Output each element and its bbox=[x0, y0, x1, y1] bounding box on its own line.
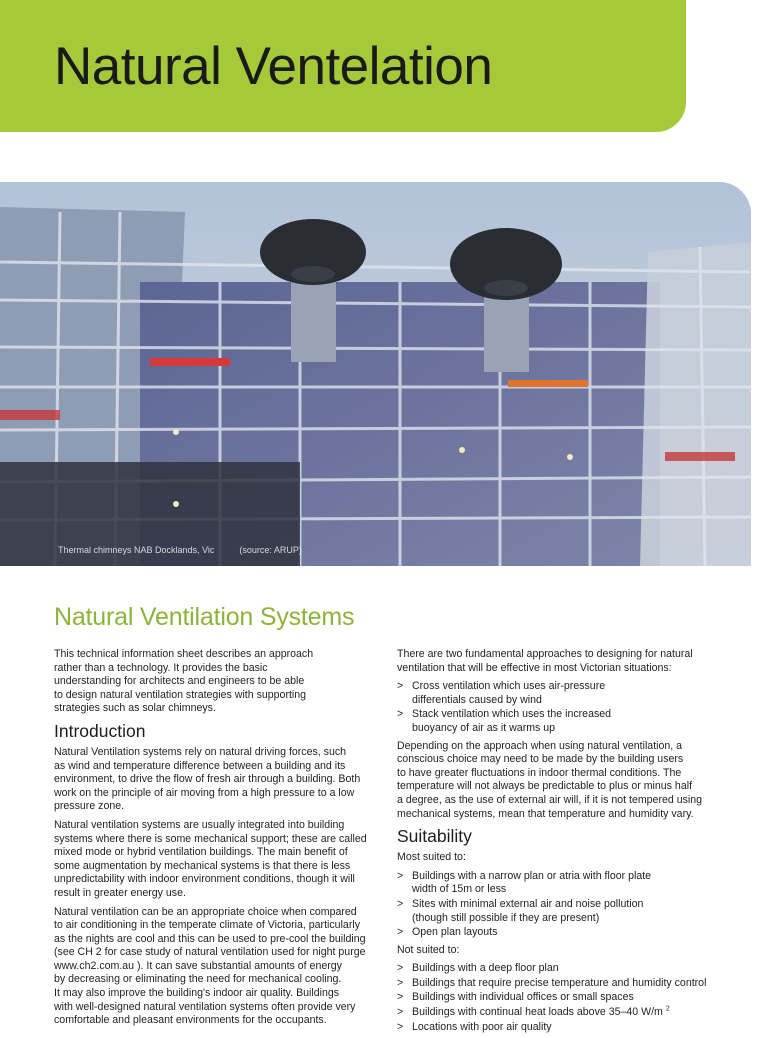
superscript: 2 bbox=[665, 1005, 670, 1013]
list-item bbox=[397, 680, 727, 707]
list-item bbox=[397, 708, 727, 735]
text-line: with well-designed natural ventilation systems often provide very bbox=[54, 1000, 356, 1013]
section-title: Natural Ventilation Systems bbox=[54, 603, 355, 631]
list-item-text: Locations with poor air quality bbox=[412, 1020, 552, 1033]
paragraph-thermal-conditions bbox=[397, 740, 727, 822]
list-item-text: Cross ventilation which uses air-pressure bbox=[412, 680, 606, 693]
text-line: to have greater fluctuations in indoor thermal conditions. The bbox=[397, 766, 682, 779]
bullet-marker: > bbox=[397, 1020, 404, 1033]
text-line: mixed mode or hybrid ventilation buildings. The main benefit of bbox=[54, 846, 348, 859]
text-line: temperature will not always be predictable to plus or minus half bbox=[397, 780, 693, 793]
text-line: environment, to drive the flow of fresh air through a building. Both bbox=[54, 773, 361, 786]
approaches-list bbox=[397, 680, 727, 735]
text-line: Natural Ventilation systems rely on natural driving forces, such bbox=[54, 745, 347, 758]
text-line: www.ch2.com.au ). It can save substantial amounts of energy bbox=[54, 959, 342, 972]
list-item bbox=[397, 977, 727, 991]
list-item-text: width of 15m or less bbox=[412, 883, 507, 896]
text-line: as wind and temperature difference between a building and its bbox=[54, 759, 346, 772]
introduction-heading: Introduction bbox=[54, 720, 146, 741]
bullet-marker: > bbox=[397, 869, 404, 882]
intro-line: strategies such as solar chimneys. bbox=[54, 702, 216, 715]
list-item bbox=[397, 1006, 727, 1020]
list-item bbox=[397, 991, 727, 1005]
intro-line: to design natural ventilation strategies with supporting bbox=[54, 688, 307, 701]
list-item bbox=[397, 870, 727, 897]
building-illustration bbox=[0, 182, 751, 566]
photo-caption bbox=[58, 545, 302, 555]
paragraph-driving-forces bbox=[54, 746, 376, 814]
text-line: as the nights are cool and this can be used to pre-cool the building bbox=[54, 932, 366, 945]
text-line: comfortable and pleasant environments for the occupants. bbox=[54, 1014, 327, 1027]
intro-line: rather than a technology. It provides the basic bbox=[54, 661, 268, 674]
list-item-text: buoyancy of air as it warms up bbox=[412, 721, 556, 734]
list-item-text: differentials caused by wind bbox=[412, 693, 542, 706]
list-item bbox=[397, 962, 727, 976]
list-item-text: Buildings with a deep floor plan bbox=[412, 962, 559, 975]
title-banner bbox=[0, 0, 686, 132]
list-item bbox=[397, 1021, 727, 1035]
text-line: systems where there is some mechanical support; these are called bbox=[54, 832, 367, 845]
list-item-text: Stack ventilation which uses the increased bbox=[412, 708, 612, 721]
text-line: a degree, as the use of external air will, if it is not tempered using bbox=[397, 793, 703, 806]
bullet-marker: > bbox=[397, 1006, 404, 1019]
intro-line: This technical information sheet describes an approach bbox=[54, 648, 314, 660]
not-suited-label: Not suited to: bbox=[397, 943, 460, 956]
most-suited-list bbox=[397, 870, 727, 940]
paragraph-mixed-mode bbox=[54, 819, 376, 901]
text-line: conscious choice may need to be made by the building users bbox=[397, 753, 684, 766]
caption-left: Thermal chimneys NAB Docklands, Vic bbox=[58, 545, 215, 555]
bullet-marker: > bbox=[397, 926, 404, 939]
bullet-marker: > bbox=[397, 962, 404, 975]
list-item bbox=[397, 926, 727, 940]
text-line: by decreasing or eliminating the need for mechanical cooling. bbox=[54, 973, 342, 986]
text-line: to air conditioning in the temperate climate of Victoria, particularly bbox=[54, 919, 360, 932]
suitability-heading: Suitability bbox=[397, 826, 472, 847]
text-line: Natural ventilation can be an appropriate choice when compared bbox=[54, 905, 357, 918]
list-item bbox=[397, 898, 727, 925]
text-line: work on the principle of air moving from a high pressure to a low bbox=[54, 786, 355, 799]
list-item-text: Buildings with continual heat loads above 35–40 W/m bbox=[412, 1006, 663, 1019]
bullet-marker: > bbox=[397, 976, 404, 989]
text-line: (see CH 2 for case study of natural ventilation used for night purge bbox=[54, 946, 366, 959]
caption-source: (source: ARUP) bbox=[239, 545, 302, 555]
page-title: Natural Ventelation bbox=[54, 37, 493, 96]
paragraph-approaches bbox=[397, 648, 727, 675]
bullet-marker: > bbox=[397, 680, 404, 693]
list-item-text: Sites with minimal external air and noise pollution bbox=[412, 897, 644, 910]
list-item-text: Buildings with individual offices or small spaces bbox=[412, 991, 634, 1004]
list-item-text: (though still possible if they are present) bbox=[412, 911, 600, 924]
text-line: some augmentation by mechanical systems is that there is less bbox=[54, 859, 351, 872]
text-line: It may also improve the building's indoor air quality. Buildings bbox=[54, 987, 340, 1000]
text-line: mechanical systems, mean that temperature and humidity vary. bbox=[397, 807, 694, 820]
list-item-text: Buildings that require precise temperature and humidity control bbox=[412, 976, 707, 989]
text-line: Depending on the approach when using natural ventilation, a bbox=[397, 739, 683, 752]
left-column bbox=[54, 648, 376, 1033]
list-item-text: Open plan layouts bbox=[412, 926, 498, 939]
intro-line: understanding for architects and engineers to be able bbox=[54, 675, 305, 688]
paragraph-victoria-climate bbox=[54, 906, 376, 1028]
text-line: ventilation that will be effective in most Victorian situations: bbox=[397, 661, 672, 674]
building-photo bbox=[0, 182, 751, 566]
bullet-marker: > bbox=[397, 708, 404, 721]
most-suited-label: Most suited to: bbox=[397, 851, 466, 864]
text-line: result in greater energy use. bbox=[54, 886, 186, 899]
not-suited-list bbox=[397, 962, 727, 1034]
text-line: unpredictability with indoor environment conditions, though it will bbox=[54, 873, 355, 886]
text-line: pressure zone. bbox=[54, 800, 125, 813]
text-line: There are two fundamental approaches to designing for natural bbox=[397, 648, 693, 660]
list-item-text: Buildings with a narrow plan or atria with floor plate bbox=[412, 869, 652, 882]
text-line: Natural ventilation systems are usually integrated into building bbox=[54, 818, 345, 831]
bullet-marker: > bbox=[397, 897, 404, 910]
bullet-marker: > bbox=[397, 991, 404, 1004]
intro-paragraph bbox=[54, 648, 376, 716]
right-column bbox=[397, 648, 727, 1038]
